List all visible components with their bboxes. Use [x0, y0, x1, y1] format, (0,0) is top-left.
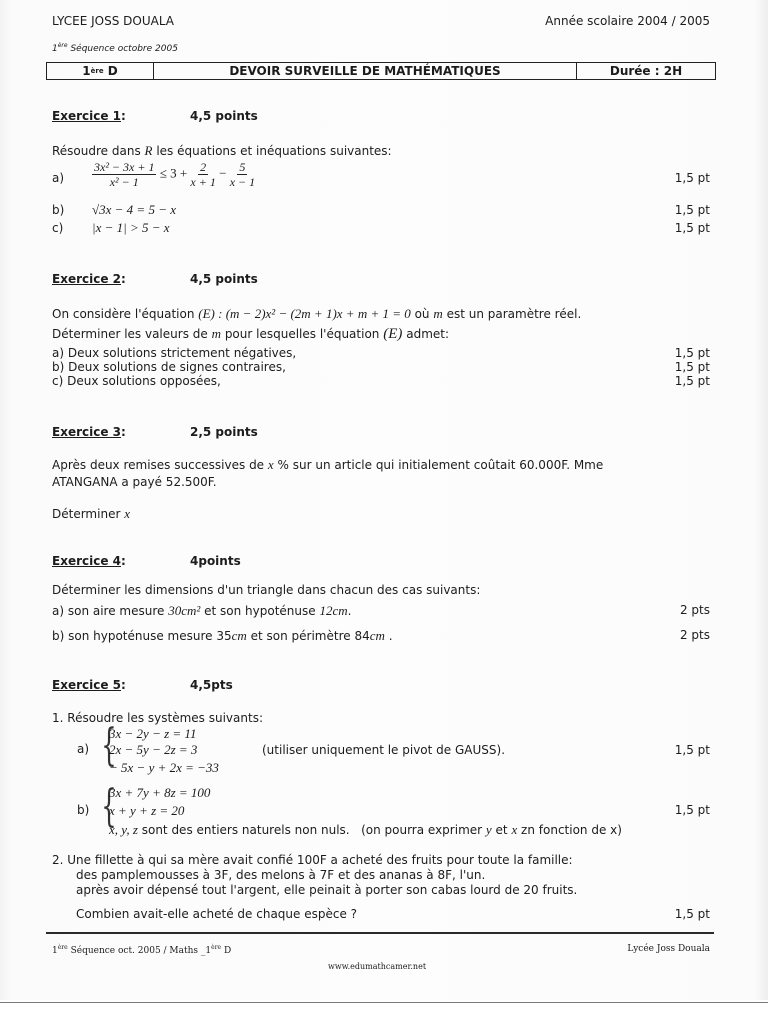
ex4-item-b-points: 2 pts — [679, 628, 710, 642]
ex5-sys-a-points: 1,5 pt — [674, 743, 710, 757]
footer-left: 1ère Séquence oct. 2005 / Maths _1ère D — [52, 944, 232, 956]
ex1-item-c-expr: |x − 1| > 5 − x — [92, 220, 170, 235]
duration: Durée : 2H — [609, 64, 683, 78]
ex5-q2-line2: des pamplemousses à 3F, des melons à 7F et des ananas à 8F, l'un. — [76, 868, 486, 882]
ex5-sys-a-eq2: 2x − 5y − 2z = 3 — [109, 742, 198, 757]
ex5-sys-a-label: a) — [77, 742, 90, 756]
ex5-points: 4,5pts — [190, 678, 233, 692]
ex3-line3: Déterminer x — [52, 506, 130, 521]
sequence-label: 1ère Séquence octobre 2005 — [52, 42, 178, 54]
ex4-points: 4points — [190, 554, 241, 568]
ex1-points: 4,5 points — [190, 109, 258, 123]
exam-title: DEVOIR SURVEILLE DE MATHÉMATIQUES — [154, 63, 577, 79]
ex1-heading: Exercice 1: — [52, 109, 126, 123]
ex2-item-b: b) Deux solutions de signes contraires, — [52, 360, 286, 374]
class-cell: 1 ère D — [47, 63, 154, 79]
ex5-q2-line1: 2. Une fillette à qui sa mère avait confié 100F a acheté des fruits pour toute la famille: — [52, 853, 573, 867]
ex2-line2: Déterminer les valeurs de m pour lesquelles l'équation (E) admet: — [52, 326, 450, 342]
ex2-item-c-points: 1,5 pt — [674, 374, 710, 388]
ex5-heading: Exercice 5: — [52, 678, 126, 692]
ex5-q2-line4: Combien avait-elle acheté de chaque espèce ? — [76, 907, 358, 921]
ex2-item-b-points: 1,5 pt — [674, 360, 710, 374]
ex5-sys-b-points: 1,5 pt — [674, 803, 710, 817]
ex2-points: 4,5 points — [190, 272, 258, 286]
ex2-item-a: a) Deux solutions strictement négatives, — [52, 346, 297, 360]
ex5-sys-b-label: b) — [77, 803, 90, 817]
ex4-heading: Exercice 4: — [52, 554, 126, 568]
ex5-sys-a-eq3: − 5x − y + 2x = −33 — [109, 760, 219, 775]
ex4-item-a-points: 2 pts — [679, 603, 710, 617]
page-bottom-border — [0, 1002, 768, 1003]
ex2-item-c: c) Deux solutions opposées, — [52, 374, 221, 388]
ex2-line1: On considère l'équation (E) : (m − 2)x² − (2m + 1)x + m + 1 = 0 où m est un paramètre réel. — [52, 306, 582, 321]
ex3-line1: Après deux remises successives de x % sur un article qui initialement coûtait 60.000F. Mme — [52, 457, 604, 472]
school-year: Année scolaire 2004 / 2005 — [545, 14, 710, 28]
brace-icon: { — [101, 781, 117, 832]
ex5-sys-b-eq3: x, y, z sont des entiers naturels non nuls. (on pourra exprimer y et x zn fonction de x) — [109, 822, 622, 837]
ex2-heading: Exercice 2: — [52, 272, 126, 286]
ex5-sys-b-eq2: x + y + z = 20 — [109, 803, 185, 818]
title-bar — [46, 62, 716, 80]
ex5-q2-line3: après avoir dépensé tout l'argent, elle peinait à porter son cabas lourd de 20 fruits. — [76, 883, 578, 897]
ex1-item-c-points: 1,5 pt — [674, 221, 710, 235]
ex2-item-a-points: 1,5 pt — [674, 346, 710, 360]
footer-right: Lycée Joss Douala — [627, 944, 710, 954]
ex4-intro: Déterminer les dimensions d'un triangle dans chacun des cas suivants: — [52, 583, 481, 597]
ex5-q1: 1. Résoudre les systèmes suivants: — [52, 711, 263, 725]
ex1-item-c-label: c) — [52, 221, 64, 235]
ex1-item-b-label: b) — [52, 203, 65, 217]
footer-divider — [46, 932, 714, 934]
ex5-sys-a-eq1: 3x − 2y − z = 11 — [109, 726, 197, 741]
ex3-heading: Exercice 3: — [52, 425, 126, 439]
brace-icon: { — [101, 720, 117, 771]
ex4-item-a: a) son aire mesure 30cm² et son hypoténuse 12cm. — [52, 603, 352, 618]
ex1-intro: Résoudre dans R les équations et inéquations suivantes: — [52, 143, 392, 158]
ex3-line2: ATANGANA a payé 52.500F. — [52, 475, 217, 489]
ex5-q2-points: 1,5 pt — [674, 907, 710, 921]
ex5-sys-a-note: (utiliser uniquement le pivot de GAUSS). — [262, 743, 506, 757]
ex1-item-a-expr: $\frac{\text{3x² − 3x + 1}}{\text{x² − 1}}$ ≤ 3 + $\frac{2}{x + 1}$ − $\frac{5}{x - 1}$ — [94, 160, 256, 189]
ex3-points: 2,5 points — [190, 425, 258, 439]
ex1-item-a-points: 1,5 pt — [674, 171, 710, 185]
footer-url[interactable]: www.edumathcamer.net — [328, 962, 427, 971]
ex1-item-b-points: 1,5 pt — [674, 203, 710, 217]
ex4-item-b: b) son hypoténuse mesure 35cm et son périmètre 84cm . — [52, 628, 393, 643]
school-name: LYCEE JOSS DOUALA — [52, 14, 175, 28]
ex1-item-a-label: a) — [52, 171, 65, 185]
ex1-item-b-expr: √3x − 4 = 5 − x — [92, 202, 176, 217]
ex5-sys-b-eq1: 3x + 7y + 8z = 100 — [109, 785, 211, 800]
